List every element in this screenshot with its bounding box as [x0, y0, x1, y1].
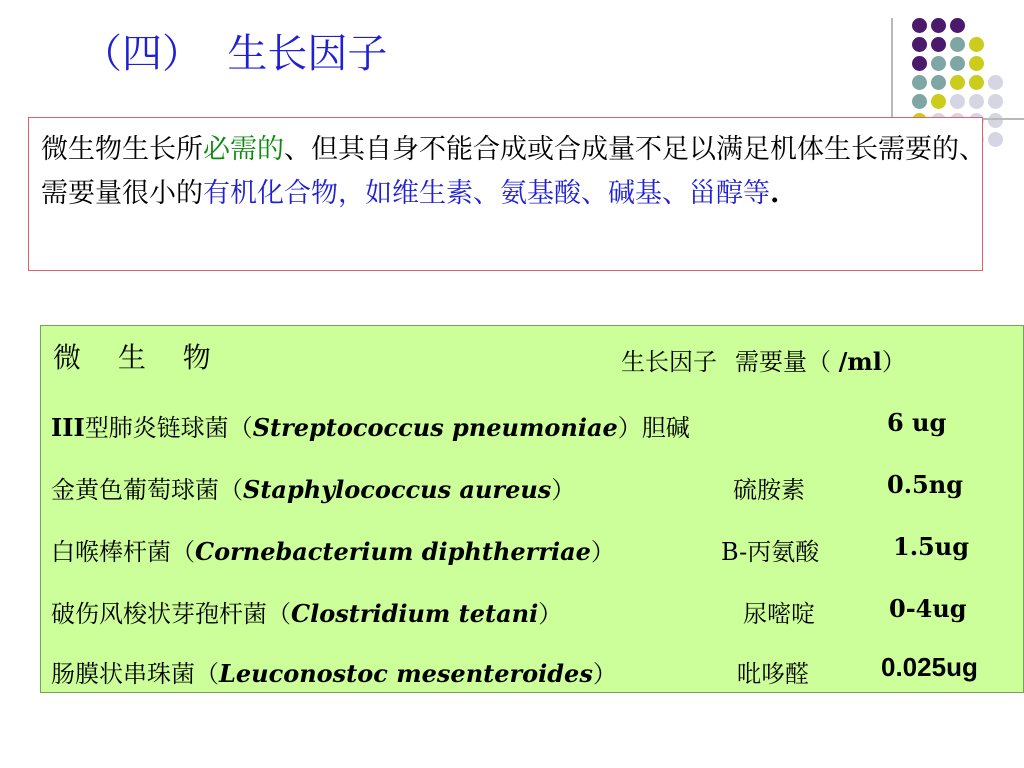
decor-dot [969, 56, 984, 71]
decor-dot [912, 56, 927, 71]
row-close: ） [551, 476, 576, 504]
definition-text [41, 128, 986, 216]
decor-dot [950, 18, 965, 33]
definition-period: . [770, 178, 780, 209]
row-latin: Leuconostoc mesenteroides [219, 659, 593, 688]
row-close: ） [617, 414, 642, 442]
header-amount-prefix: 需要量（ [735, 348, 839, 376]
decor-dot [988, 113, 1003, 128]
row-amount: 1.5ug [893, 532, 969, 561]
decor-dot [931, 56, 946, 71]
table-row [51, 594, 562, 629]
table-row [51, 470, 575, 505]
row-close: ） [590, 538, 615, 566]
decor-dot [969, 75, 984, 90]
growth-factor-table [40, 325, 1024, 693]
row-name: 型肺炎链球菌（ [84, 414, 253, 442]
slide-title: （四） 生长因子 [82, 31, 388, 77]
decor-dot [950, 37, 965, 52]
row-latin: Cornebacterium diphtherriae [195, 537, 591, 566]
row-amount: 6 ug [887, 408, 947, 437]
decor-dot [912, 75, 927, 90]
decor-dot [950, 94, 965, 109]
decor-dot [969, 37, 984, 52]
row-factor: 硫胺素 [733, 476, 805, 504]
row-latin: Staphylococcus aureus [243, 475, 552, 504]
decor-dot [969, 94, 984, 109]
definition-part-3: 、但其自身不能合成或合成量不足以满足机体生长需要的、需要量很小的 [41, 134, 986, 209]
row-close: ） [592, 660, 617, 688]
row-factor: 胆碱 [641, 414, 690, 442]
decor-dot [912, 18, 927, 33]
decor-dot [931, 75, 946, 90]
definition-box [28, 117, 986, 271]
table-row [51, 654, 617, 689]
row-latin: Streptococcus pneumoniae [252, 413, 618, 442]
table-row [51, 532, 615, 567]
row-amount: 0-4ug [889, 594, 967, 623]
decor-dot [988, 75, 1003, 90]
decor-dot [912, 94, 927, 109]
decor-dot [931, 18, 946, 33]
definition-highlight-required: 必需的 [203, 134, 284, 165]
row-factor: 吡哆醛 [737, 660, 809, 688]
definition-highlight-organic: 有机化合物，如维生素、氨基酸、碱基、甾醇等 [203, 178, 770, 209]
decor-dot [912, 37, 927, 52]
row-name: 白喉棒杆菌（ [51, 538, 195, 566]
decor-dot [931, 94, 946, 109]
header-microbe: 微 生 物 [53, 341, 225, 374]
row-name: 破伤风梭状芽孢杆菌（ [51, 600, 291, 628]
decor-dot [988, 132, 1003, 147]
definition-part-1: 微生物生长所 [41, 134, 203, 165]
row-amount: 0.5ng [887, 470, 963, 499]
header-amount-unit: /ml [838, 347, 882, 376]
row-amount: 0.025ug [881, 652, 978, 682]
decor-dot [931, 37, 946, 52]
header-growth-factor-amount [621, 342, 906, 377]
row-latin: Clostridium tetani [291, 599, 539, 628]
row-name: 金黄色葡萄球菌（ [51, 476, 243, 504]
row-name: 肠膜状串珠菌（ [51, 660, 219, 688]
header-growth-factor: 生长因子 [621, 348, 717, 376]
row-close: ） [538, 600, 563, 628]
row-factor: 尿嘧啶 [743, 600, 815, 628]
row-factor: B-丙氨酸 [721, 538, 820, 566]
decor-dot [950, 75, 965, 90]
decor-dot [988, 94, 1003, 109]
decor-dot [950, 56, 965, 71]
header-amount-suffix: ） [881, 348, 906, 376]
row-lead: III [51, 413, 85, 442]
table-row [51, 408, 690, 443]
